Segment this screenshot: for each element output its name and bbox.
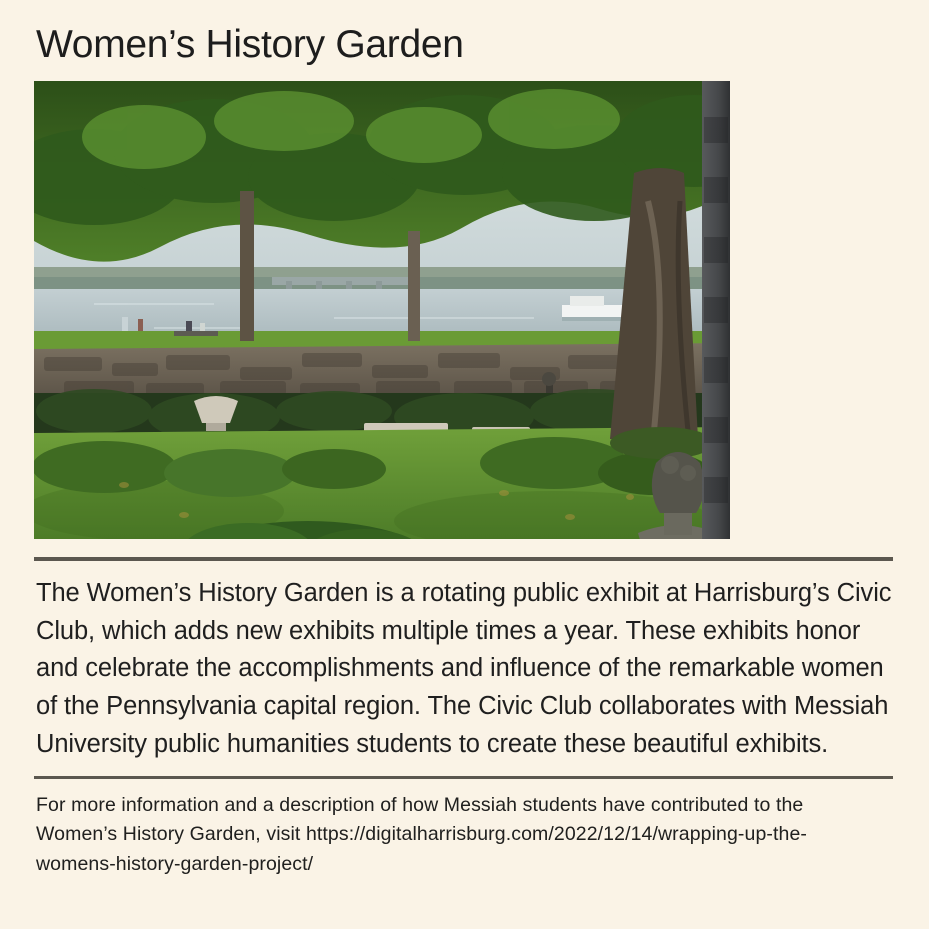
body-paragraph: The Women’s History Garden is a rotating public exhibit at Harrisburg’s Civic Club, which adds new exhibits multiple times a year. These exhibits honor and celebrate the accomplishments and influence of the remarkable women of the Pennsylvania capital region. The Civic Club collaborates with Messiah University public humanities students to create these beautiful exhibits. [36,578,892,758]
garden-photograph-illustration [34,81,730,539]
garden-photograph [34,81,730,539]
divider-top [34,557,893,561]
page-title: Women’s History Garden [36,23,464,66]
note-paragraph: For more information and a description of how Messiah students have contributed to the Women’s History Garden, visit https://digitalharrisburg.com/2022/12/14/wrapping-up-the-womens-history-garden-project/ [36,793,808,875]
divider-bottom [34,776,893,779]
